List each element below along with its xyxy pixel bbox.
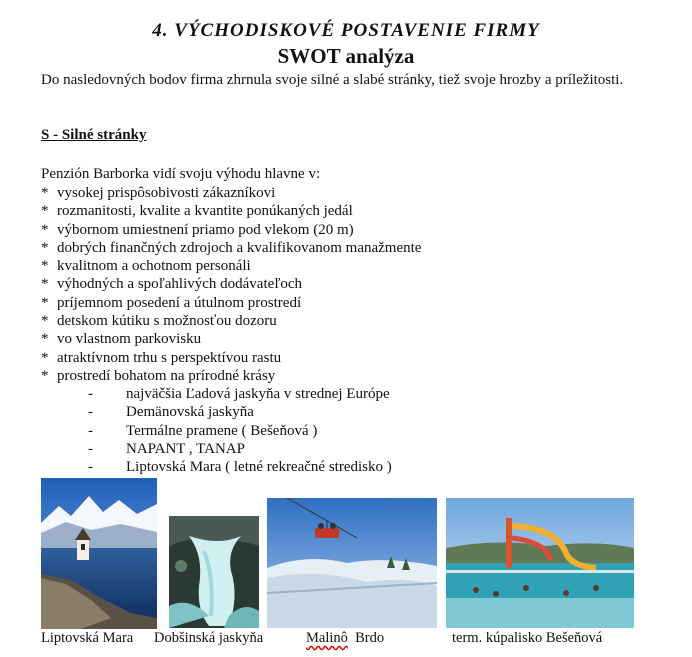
bullet-star: *	[41, 331, 49, 348]
sub-list-item: - najväčšia Ľadová jaskyňa v strednej Európe	[88, 386, 390, 402]
bullet-star: *	[41, 367, 49, 384]
caption-malino-word: Malinô	[306, 630, 348, 646]
list-item: * kvalitnom a ochotnom personáli	[41, 258, 251, 275]
caption-dobsinska-jaskyna: Dobšinská jaskyňa	[154, 630, 264, 646]
bullet-dash: -	[88, 386, 93, 402]
list-item: * výhodných a spoľahlivých dodávateľoch	[41, 276, 303, 293]
sub-list-item: - NAPANT , TANAP	[88, 440, 245, 457]
list-item: * detskom kútiku s možnosťou dozoru	[41, 313, 277, 330]
bullet-dash: -	[88, 440, 93, 457]
intro-paragraph: Do nasledovných bodov firma zhrnula svoje silné a slabé stránky, tiež svoje hrozby a príležitosti.	[41, 72, 624, 88]
page-subtitle: SWOT analýza	[277, 44, 415, 68]
bullet-dash: -	[88, 422, 93, 439]
caption-malino-brdo	[306, 630, 384, 647]
bullet-star: *	[41, 203, 49, 220]
bullet-star: *	[41, 313, 49, 330]
bullet-star: *	[41, 258, 49, 275]
photo-dobsinska-jaskyna	[169, 516, 259, 628]
caption-brdo-word: Brdo	[355, 630, 385, 646]
list-item: * príjemnom posedení a útulnom prostredí	[41, 294, 302, 311]
list-item: * prostredí bohatom na prírodné krásy	[41, 367, 276, 384]
photo-malino-brdo	[267, 498, 437, 628]
list-item: * rozmanitosti, kvalite a kvantite ponúkaných jedál	[41, 203, 353, 220]
list-item: * vysokej prispôsobivosti zákazníkovi	[41, 185, 276, 201]
natural-attractions-list	[88, 385, 392, 476]
list-item: * atraktívnom trhu s perspektívou rastu	[41, 349, 282, 366]
list-item: * výbornom umiestnení priamo pod vlekom (20 m)	[41, 221, 354, 238]
bullet-star: *	[41, 185, 49, 201]
bullet-dash: -	[88, 404, 93, 421]
caption-besenova: term. kúpalisko Bešeňová	[452, 630, 603, 646]
section-heading: S - Silné stránky	[41, 127, 147, 143]
caption-liptovska-mara: Liptovská Mara	[41, 630, 134, 646]
list-item: * dobrých finančných zdrojoch a kvalifikovanom manažmente	[41, 239, 422, 256]
list-item: * vo vlastnom parkovisku	[41, 331, 202, 348]
section-lead: Penzión Barborka vidí svoju výhodu hlavne v:	[41, 166, 321, 182]
bullet-star: *	[41, 349, 49, 366]
sub-list-item: - Termálne pramene ( Bešeňová )	[88, 422, 318, 439]
photo-besenova	[446, 498, 634, 628]
bullet-star: *	[41, 294, 49, 311]
bullet-dash: -	[88, 459, 93, 476]
bullet-star: *	[41, 221, 49, 238]
sub-list-item: - Liptovská Mara ( letné rekreačné stredisko )	[88, 459, 392, 476]
strengths-list	[41, 184, 421, 385]
sub-list-item: - Demänovská jaskyňa	[88, 404, 254, 421]
page-title: 4. VÝCHODISKOVÉ POSTAVENIE FIRMY	[152, 20, 540, 41]
photo-liptovska-mara	[41, 478, 157, 629]
bullet-star: *	[41, 276, 49, 293]
bullet-star: *	[41, 239, 49, 256]
